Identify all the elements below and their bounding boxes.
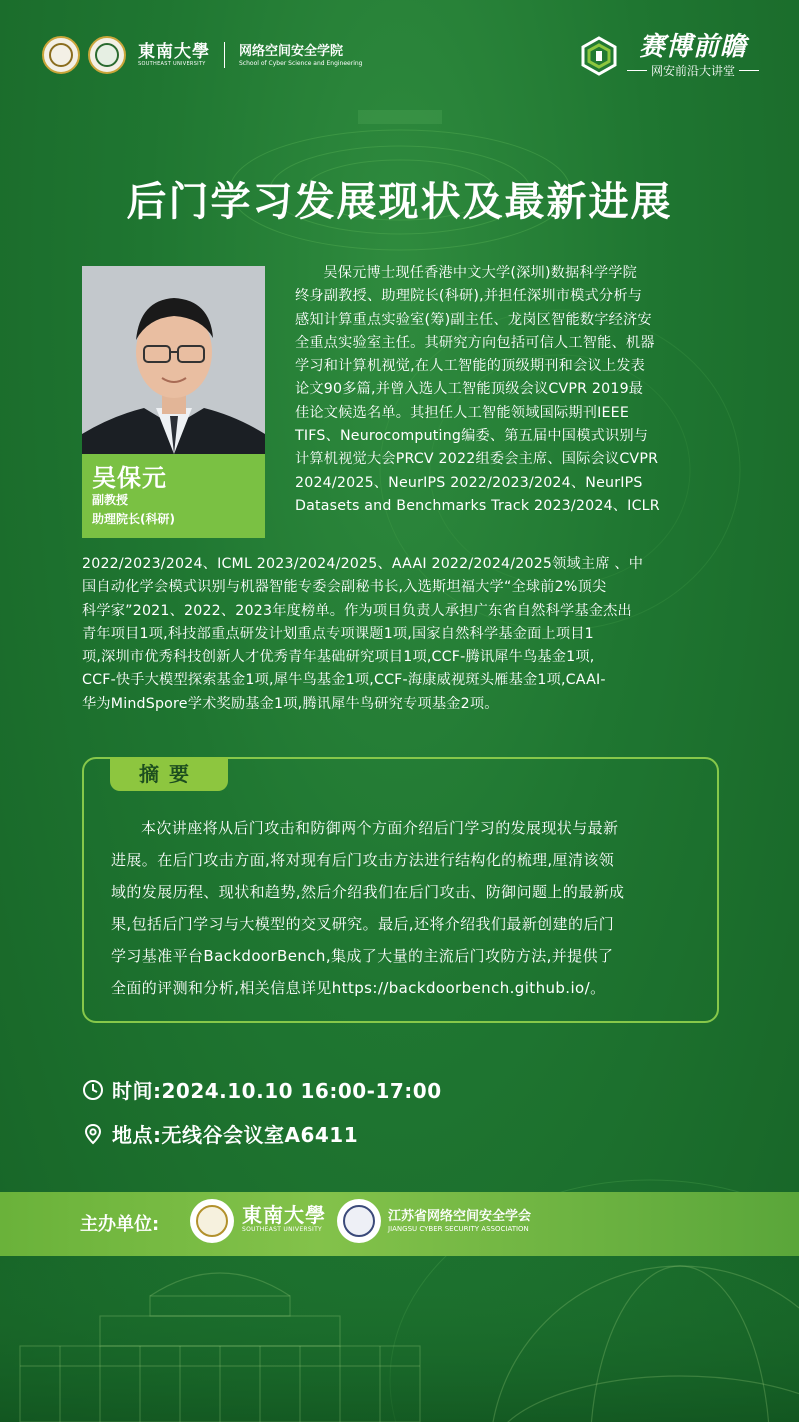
bio-line: 2024/2025、NeurIPS 2022/2023/2024、NeurIPS [295,474,643,491]
bio-line: 学习和计算机视觉,在人工智能的顶级期刊和会议上发表 [295,358,646,375]
bio-line: 计算机视觉大会PRCV 2022组委会主席、国际会议CVPR [295,451,659,468]
abstract-line: 果,包括后门学习与大模型的交叉研究。最后,还将介绍我们最新创建的后门 [111,915,615,933]
organizer-university [242,1204,326,1233]
event-location-text: 地点:无线谷会议室A6411 [112,1123,359,1147]
speaker-role-1: 副教授 [92,493,129,507]
series-brand [579,32,759,79]
abstract-line: 本次讲座将从后门攻击和防御两个方面介绍后门学习的发展现状与最新 [141,819,619,837]
brand-title: 赛博前瞻 [638,32,747,62]
speaker-bio-full [82,553,722,716]
bio-line: Datasets and Benchmarks Track 2023/2024、ICLR [295,497,660,514]
jcsa-seal-icon [337,1199,381,1243]
campus-building-illustration [0,1256,799,1422]
organizer-association [388,1209,531,1233]
abstract-label: 摘要 [110,757,228,791]
speaker-bio-side [295,262,721,518]
bio-line: 2022/2023/2024、ICML 2023/2024/2025、AAAI 2022/2024/2025领域主席 、中 [82,556,644,572]
event-time [82,1075,442,1104]
organizer-university-en: SOUTHEAST UNIVERSITY [242,1226,322,1233]
abstract-line: 学习基准平台BackdoorBench,集成了大量的主流后门攻防方法,并提供了 [111,947,614,965]
bio-line: 国自动化学会模式识别与机器智能专委会副秘书长,入选斯坦福大学“全球前2%顶尖 [82,579,607,596]
university-name-cn: 東南大學 [138,42,210,62]
speaker-role-2: 助理院长(科研) [92,512,175,526]
seu-seal-icon [190,1199,234,1243]
bio-line: 全重点实验室主任。其研究方向包括可信人工智能、机器 [295,334,655,351]
bio-line: 青年项目1项,科技部重点研发计划重点专项课题1项,国家自然科学基金面上项目1 [82,625,594,642]
bio-line: 终身副教授、助理院长(科研),并担任深圳市模式分析与 [295,288,643,305]
speaker-namecard [82,454,265,538]
bio-line: 科学家”2021、2022、2023年度榜单。作为项目负责人承担广东省自然科学基金杰出 [82,602,632,619]
school-name-en: School of Cyber Science and Engineering [239,59,363,67]
bio-line: TIFS、Neurocomputing编委、第五届中国模式识别与 [295,428,649,445]
cs-logo-icon [579,36,619,76]
clock-icon [82,1079,104,1101]
organizer-university-cn: 東南大學 [242,1203,326,1227]
abstract-line: 全面的评测和分析,相关信息详见https://backdoorbench.github.io/。 [111,979,606,997]
bio-line: 感知计算重点实验室(筹)副主任、龙岗区智能数字经济安 [295,311,652,328]
speaker-name: 吴保元 [92,464,167,492]
seu-seal-icon [42,36,80,74]
speaker-photo [82,266,265,454]
event-time-text: 时间:2024.10.10 16:00-17:00 [112,1079,442,1103]
bio-line: 吴保元博士现任香港中文大学(深圳)数据科学学院 [323,265,637,281]
abstract-line: 域的发展历程、现状和趋势,然后介绍我们在后门攻击、防御问题上的最新成 [111,883,625,901]
organizer-label: 主办单位: [80,1214,160,1235]
abstract-text [111,812,696,1004]
location-pin-icon [82,1123,104,1145]
school-wordmark [239,44,363,67]
abstract-line: 进展。在后门攻击方面,将对现有后门攻击方法进行结构化的梳理,厘清该领 [111,851,615,869]
school-name-cn: 网络空间安全学院 [239,43,344,59]
bio-line: 佳论文候选名单。其担任人工智能领域国际期刊IEEE [295,404,630,421]
bio-line: 项,深圳市优秀科技创新人才优秀青年基础研究项目1项,CCF-腾讯犀牛鸟基金1项, [82,649,595,666]
bio-line: CCF-快手大模型探索基金1项,犀牛鸟基金1项,CCF-海康威视斑头雁基金1项,CAAI- [82,672,606,689]
university-name-en: SOUTHEAST UNIVERSITY [138,61,206,67]
university-wordmark [138,43,210,67]
bio-line: 华为MindSpore学术奖励基金1项,腾讯犀牛鸟研究专项基金2项。 [82,695,499,712]
organizer-association-en: JIANGSU CYBER SECURITY ASSOCIATION [388,1225,529,1233]
divider [224,42,225,68]
bio-line: 论文90多篇,并曾入选人工智能顶级会议CVPR 2019最 [295,381,644,398]
brand-subtitle: 网安前沿大讲堂 [627,62,759,79]
lecture-title: 后门学习发展现状及最新进展 [126,179,673,225]
organizer-association-cn: 江苏省网络空间安全学会 [388,1209,532,1224]
school-seal-icon [88,36,126,74]
host-logos [42,36,363,74]
event-location [82,1119,358,1148]
